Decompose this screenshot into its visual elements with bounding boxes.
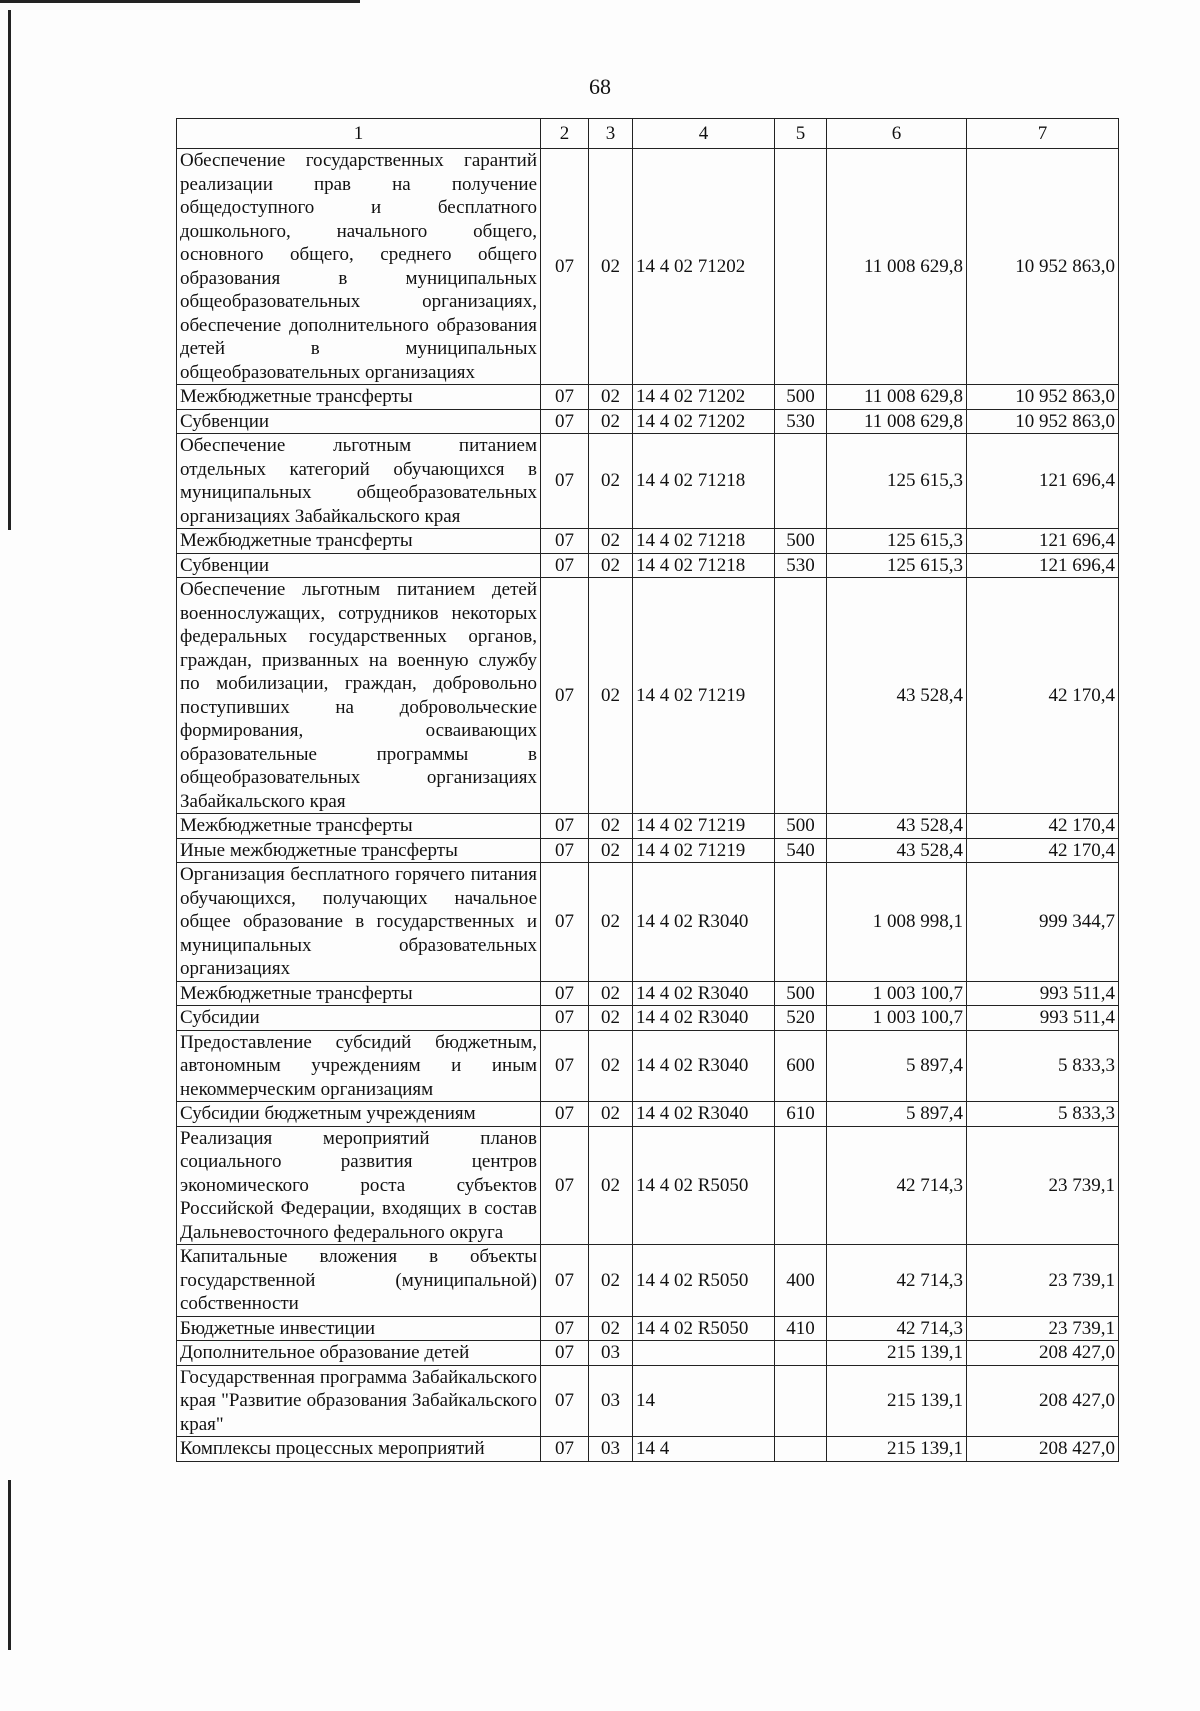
row-subsection: 03 bbox=[589, 1341, 633, 1366]
row-name: Иные межбюджетные трансферты bbox=[177, 838, 541, 863]
row-amount-col7: 993 511,4 bbox=[967, 981, 1119, 1006]
row-expense-type: 540 bbox=[775, 838, 827, 863]
row-name: Обеспечение льготным питанием детей военнослужащих, сотрудников некоторых федеральных государственных органов, граждан, призванных на военную службу по мобилизации, граждан, добровольно поступивших на добровольческие формирования, осваивающих образовательные программы в общеобразовательных организациях Забайкальского края bbox=[177, 578, 541, 814]
row-target-code: 14 4 02 R5050 bbox=[633, 1126, 775, 1245]
row-target-code: 14 4 02 R3040 bbox=[633, 981, 775, 1006]
row-name: Дополнительное образование детей bbox=[177, 1341, 541, 1366]
row-amount-col7: 42 170,4 bbox=[967, 838, 1119, 863]
row-amount-col7: 999 344,7 bbox=[967, 863, 1119, 982]
row-subsection: 02 bbox=[589, 434, 633, 529]
row-target-code: 14 4 02 71202 bbox=[633, 385, 775, 410]
header-col-7: 7 bbox=[967, 119, 1119, 149]
row-amount-col6: 1 003 100,7 bbox=[827, 1006, 967, 1031]
row-section: 07 bbox=[541, 553, 589, 578]
header-col-3: 3 bbox=[589, 119, 633, 149]
row-expense-type: 610 bbox=[775, 1102, 827, 1127]
row-subsection: 02 bbox=[589, 1030, 633, 1102]
row-target-code: 14 4 02 71219 bbox=[633, 578, 775, 814]
row-section: 07 bbox=[541, 1102, 589, 1127]
row-expense-type bbox=[775, 578, 827, 814]
row-amount-col7: 208 427,0 bbox=[967, 1365, 1119, 1437]
header-col-5: 5 bbox=[775, 119, 827, 149]
row-target-code: 14 4 02 R3040 bbox=[633, 1006, 775, 1031]
row-name: Субвенции bbox=[177, 409, 541, 434]
row-amount-col7: 23 739,1 bbox=[967, 1316, 1119, 1341]
table-row bbox=[177, 1365, 1119, 1437]
row-expense-type: 600 bbox=[775, 1030, 827, 1102]
row-expense-type: 530 bbox=[775, 409, 827, 434]
row-target-code: 14 4 02 71218 bbox=[633, 434, 775, 529]
row-section: 07 bbox=[541, 863, 589, 982]
row-target-code: 14 4 02 71219 bbox=[633, 814, 775, 839]
row-name: Межбюджетные трансферты bbox=[177, 385, 541, 410]
row-amount-col6: 1 008 998,1 bbox=[827, 863, 967, 982]
row-name: Предоставление субсидий бюджетным, автономным учреждениям и иным некоммерческим организациям bbox=[177, 1030, 541, 1102]
row-expense-type bbox=[775, 434, 827, 529]
row-amount-col7: 10 952 863,0 bbox=[967, 409, 1119, 434]
row-amount-col6: 43 528,4 bbox=[827, 838, 967, 863]
row-target-code bbox=[633, 1341, 775, 1366]
row-target-code: 14 4 02 R3040 bbox=[633, 1030, 775, 1102]
row-amount-col7: 208 427,0 bbox=[967, 1341, 1119, 1366]
row-section: 07 bbox=[541, 385, 589, 410]
row-amount-col7: 5 833,3 bbox=[967, 1030, 1119, 1102]
row-amount-col6: 125 615,3 bbox=[827, 529, 967, 554]
row-section: 07 bbox=[541, 1365, 589, 1437]
row-amount-col6: 1 003 100,7 bbox=[827, 981, 967, 1006]
row-expense-type: 530 bbox=[775, 553, 827, 578]
row-section: 07 bbox=[541, 1006, 589, 1031]
table-row bbox=[177, 1316, 1119, 1341]
table-row bbox=[177, 1341, 1119, 1366]
row-amount-col7: 5 833,3 bbox=[967, 1102, 1119, 1127]
table-row bbox=[177, 814, 1119, 839]
row-expense-type: 410 bbox=[775, 1316, 827, 1341]
row-amount-col6: 5 897,4 bbox=[827, 1030, 967, 1102]
row-subsection: 02 bbox=[589, 553, 633, 578]
header-col-4: 4 bbox=[633, 119, 775, 149]
row-amount-col6: 215 139,1 bbox=[827, 1437, 967, 1462]
row-section: 07 bbox=[541, 1316, 589, 1341]
row-subsection: 02 bbox=[589, 149, 633, 385]
scan-edge-top bbox=[0, 0, 360, 3]
row-name: Межбюджетные трансферты bbox=[177, 981, 541, 1006]
row-section: 07 bbox=[541, 981, 589, 1006]
row-expense-type bbox=[775, 149, 827, 385]
row-section: 07 bbox=[541, 1245, 589, 1317]
row-expense-type bbox=[775, 863, 827, 982]
row-target-code: 14 4 02 71218 bbox=[633, 553, 775, 578]
row-subsection: 02 bbox=[589, 863, 633, 982]
row-amount-col6: 125 615,3 bbox=[827, 553, 967, 578]
header-col-2: 2 bbox=[541, 119, 589, 149]
scan-edge-left-lower bbox=[8, 1480, 11, 1650]
row-subsection: 02 bbox=[589, 1006, 633, 1031]
row-expense-type: 400 bbox=[775, 1245, 827, 1317]
table-row bbox=[177, 385, 1119, 410]
row-section: 07 bbox=[541, 1341, 589, 1366]
row-section: 07 bbox=[541, 434, 589, 529]
row-amount-col6: 11 008 629,8 bbox=[827, 385, 967, 410]
table-row bbox=[177, 1030, 1119, 1102]
row-amount-col7: 42 170,4 bbox=[967, 578, 1119, 814]
row-target-code: 14 4 02 R3040 bbox=[633, 863, 775, 982]
table-row bbox=[177, 149, 1119, 385]
row-section: 07 bbox=[541, 1030, 589, 1102]
row-amount-col7: 10 952 863,0 bbox=[967, 149, 1119, 385]
row-expense-type: 520 bbox=[775, 1006, 827, 1031]
row-section: 07 bbox=[541, 578, 589, 814]
row-amount-col6: 125 615,3 bbox=[827, 434, 967, 529]
table-row bbox=[177, 838, 1119, 863]
row-subsection: 02 bbox=[589, 838, 633, 863]
row-target-code: 14 4 02 71202 bbox=[633, 149, 775, 385]
row-target-code: 14 4 02 71218 bbox=[633, 529, 775, 554]
row-section: 07 bbox=[541, 409, 589, 434]
row-amount-col6: 43 528,4 bbox=[827, 578, 967, 814]
row-amount-col7: 993 511,4 bbox=[967, 1006, 1119, 1031]
row-amount-col7: 121 696,4 bbox=[967, 434, 1119, 529]
table-row bbox=[177, 863, 1119, 982]
row-expense-type: 500 bbox=[775, 529, 827, 554]
row-target-code: 14 4 02 71219 bbox=[633, 838, 775, 863]
row-amount-col7: 208 427,0 bbox=[967, 1437, 1119, 1462]
row-expense-type: 500 bbox=[775, 385, 827, 410]
page-number: 68 bbox=[589, 74, 611, 99]
row-target-code: 14 4 02 71202 bbox=[633, 409, 775, 434]
row-target-code: 14 4 02 R3040 bbox=[633, 1102, 775, 1127]
row-expense-type bbox=[775, 1126, 827, 1245]
budget-table bbox=[176, 118, 1119, 1462]
row-section: 07 bbox=[541, 149, 589, 385]
row-section: 07 bbox=[541, 529, 589, 554]
row-name: Организация бесплатного горячего питания обучающихся, получающих начальное общее образование в государственных и муниципальных образовательных организациях bbox=[177, 863, 541, 982]
row-target-code: 14 4 02 R5050 bbox=[633, 1245, 775, 1317]
row-amount-col7: 121 696,4 bbox=[967, 553, 1119, 578]
table-row bbox=[177, 578, 1119, 814]
row-subsection: 02 bbox=[589, 814, 633, 839]
row-subsection: 02 bbox=[589, 1102, 633, 1127]
table-row bbox=[177, 553, 1119, 578]
row-section: 07 bbox=[541, 838, 589, 863]
row-name: Капитальные вложения в объекты государственной (муниципальной) собственности bbox=[177, 1245, 541, 1317]
row-subsection: 02 bbox=[589, 1245, 633, 1317]
row-subsection: 02 bbox=[589, 1126, 633, 1245]
header-col-1: 1 bbox=[177, 119, 541, 149]
row-amount-col6: 42 714,3 bbox=[827, 1126, 967, 1245]
row-name: Государственная программа Забайкальского края "Развитие образования Забайкальского края" bbox=[177, 1365, 541, 1437]
row-target-code: 14 4 02 R5050 bbox=[633, 1316, 775, 1341]
row-expense-type bbox=[775, 1437, 827, 1462]
row-subsection: 03 bbox=[589, 1437, 633, 1462]
table-row bbox=[177, 1126, 1119, 1245]
row-amount-col7: 10 952 863,0 bbox=[967, 385, 1119, 410]
row-section: 07 bbox=[541, 814, 589, 839]
row-expense-type: 500 bbox=[775, 981, 827, 1006]
row-name: Межбюджетные трансферты bbox=[177, 529, 541, 554]
row-expense-type bbox=[775, 1365, 827, 1437]
row-target-code: 14 bbox=[633, 1365, 775, 1437]
row-amount-col6: 5 897,4 bbox=[827, 1102, 967, 1127]
row-amount-col6: 43 528,4 bbox=[827, 814, 967, 839]
row-name: Субсидии bbox=[177, 1006, 541, 1031]
row-subsection: 02 bbox=[589, 529, 633, 554]
row-subsection: 03 bbox=[589, 1365, 633, 1437]
table-row bbox=[177, 409, 1119, 434]
row-amount-col7: 23 739,1 bbox=[967, 1245, 1119, 1317]
row-expense-type: 500 bbox=[775, 814, 827, 839]
header-col-6: 6 bbox=[827, 119, 967, 149]
row-amount-col7: 23 739,1 bbox=[967, 1126, 1119, 1245]
row-target-code: 14 4 bbox=[633, 1437, 775, 1462]
table-row bbox=[177, 1437, 1119, 1462]
table-body bbox=[177, 149, 1119, 1462]
row-name: Бюджетные инвестиции bbox=[177, 1316, 541, 1341]
row-subsection: 02 bbox=[589, 578, 633, 814]
row-section: 07 bbox=[541, 1126, 589, 1245]
table-row bbox=[177, 1102, 1119, 1127]
table-row bbox=[177, 981, 1119, 1006]
row-subsection: 02 bbox=[589, 981, 633, 1006]
table-row bbox=[177, 1006, 1119, 1031]
row-amount-col6: 42 714,3 bbox=[827, 1316, 967, 1341]
row-name: Обеспечение льготным питанием отдельных категорий обучающихся в муниципальных общеобразовательных организациях Забайкальского края bbox=[177, 434, 541, 529]
row-amount-col6: 11 008 629,8 bbox=[827, 149, 967, 385]
table-row bbox=[177, 434, 1119, 529]
row-name: Субвенции bbox=[177, 553, 541, 578]
row-amount-col6: 42 714,3 bbox=[827, 1245, 967, 1317]
header-row bbox=[177, 119, 1119, 149]
row-name: Комплексы процессных мероприятий bbox=[177, 1437, 541, 1462]
row-expense-type bbox=[775, 1341, 827, 1366]
row-subsection: 02 bbox=[589, 385, 633, 410]
row-amount-col6: 215 139,1 bbox=[827, 1365, 967, 1437]
row-amount-col6: 215 139,1 bbox=[827, 1341, 967, 1366]
table-row bbox=[177, 529, 1119, 554]
row-name: Обеспечение государственных гарантий реализации прав на получение общедоступного и бесплатного дошкольного, начального общего, основного общего, среднего общего образования в муниципальных общеобразовательных организациях, обеспечение дополнительного образования детей в муниципальных общеобразовательных организациях bbox=[177, 149, 541, 385]
row-amount-col6: 11 008 629,8 bbox=[827, 409, 967, 434]
row-name: Субсидии бюджетным учреждениям bbox=[177, 1102, 541, 1127]
row-amount-col7: 121 696,4 bbox=[967, 529, 1119, 554]
row-subsection: 02 bbox=[589, 1316, 633, 1341]
row-subsection: 02 bbox=[589, 409, 633, 434]
table-row bbox=[177, 1245, 1119, 1317]
row-amount-col7: 42 170,4 bbox=[967, 814, 1119, 839]
row-name: Реализация мероприятий планов социального развития центров экономического роста субъектов Российской Федерации, входящих в состав Дальневосточного федерального округа bbox=[177, 1126, 541, 1245]
row-name: Межбюджетные трансферты bbox=[177, 814, 541, 839]
row-section: 07 bbox=[541, 1437, 589, 1462]
